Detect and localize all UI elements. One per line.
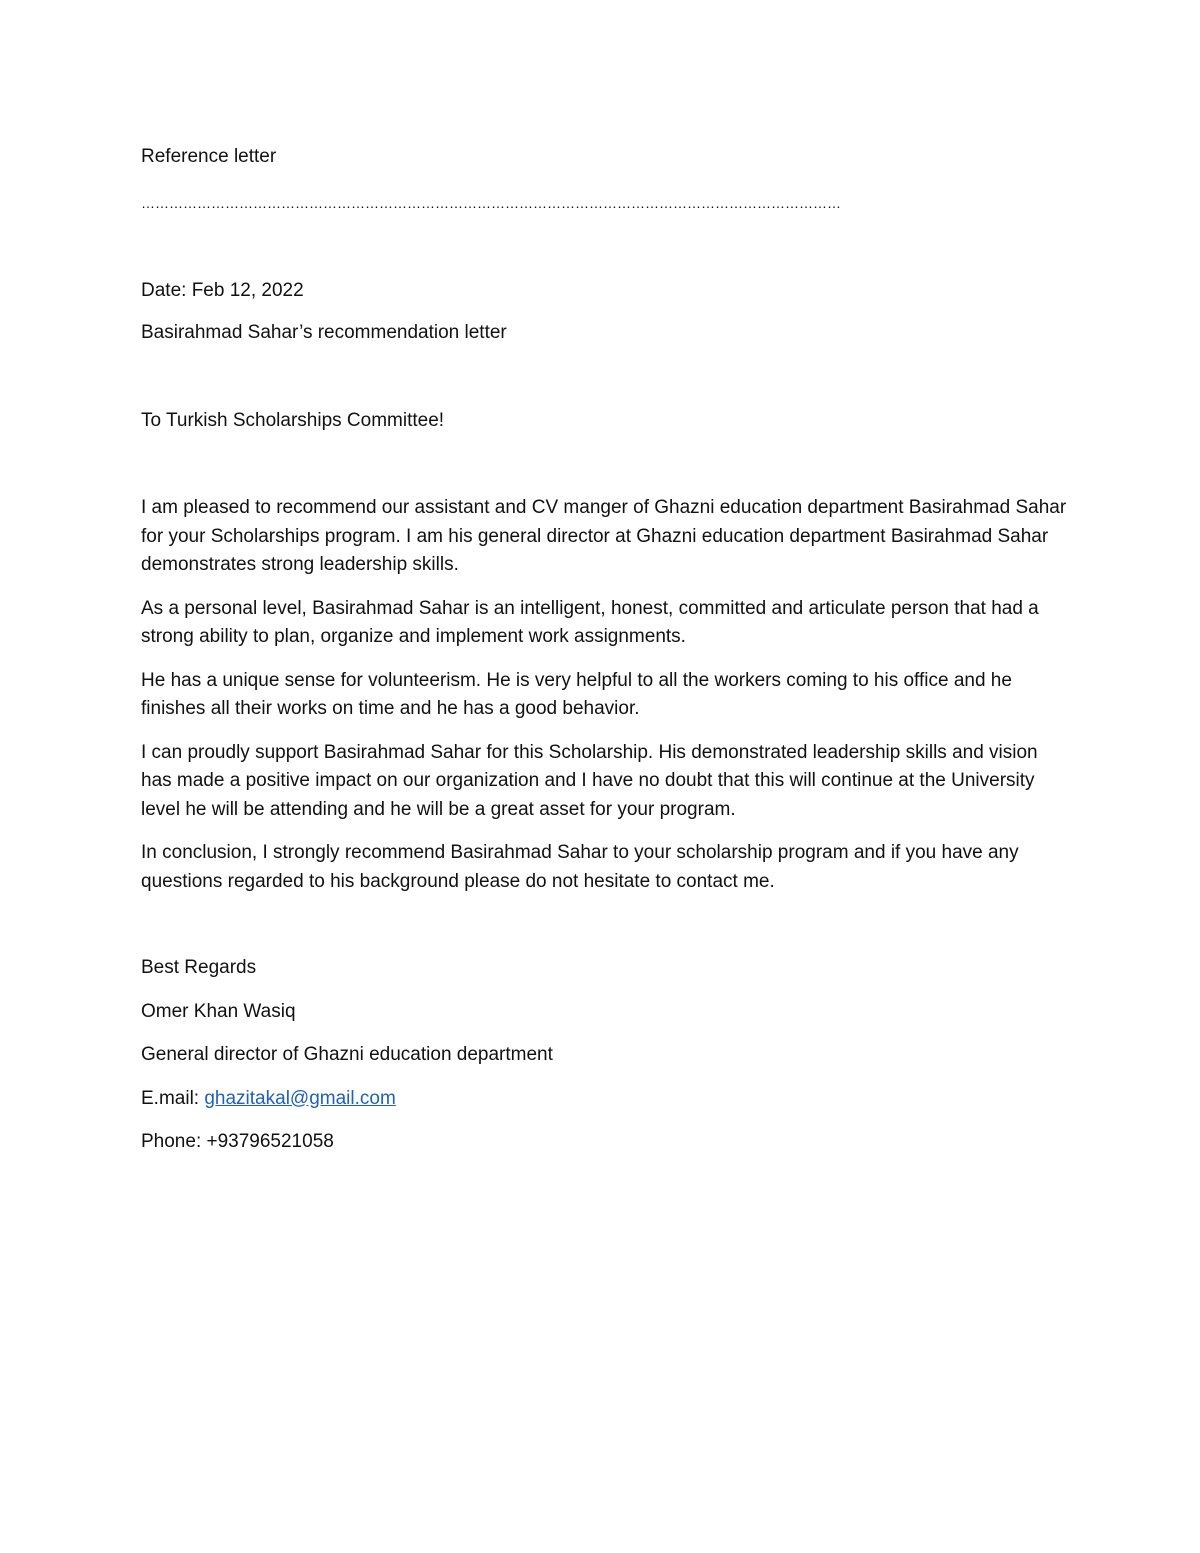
paragraph-1: I am pleased to recommend our assistant and CV manger of Ghazni education department Basirahmad Sahar for your Scholarships program. I am his general director at Ghazni education department Basirahmad Sahar demonstrates strong leadership skills. bbox=[141, 497, 1067, 575]
signer-title: General director of Ghazni education department bbox=[141, 1044, 553, 1065]
letter-salutation: To Turkish Scholarships Committee! bbox=[141, 409, 445, 431]
signer-name: Omer Khan Wasiq bbox=[141, 1000, 296, 1022]
letter-heading: Reference letter bbox=[141, 146, 277, 167]
dotted-separator: …………………………………………………………………………………………………………………………………… bbox=[141, 194, 841, 211]
email-line bbox=[141, 1085, 1071, 1114]
phone-line: Phone: +93796521058 bbox=[141, 1131, 334, 1152]
paragraph-4: I can proudly support Basirahmad Sahar for this Scholarship. His demonstrated leadership skills and vision has made a positive impact on our organization and I have no doubt that this will continue at the University level he will be attending and he will be a great asset for your program. bbox=[141, 741, 1038, 820]
email-link[interactable]: ghazitakal@gmail.com bbox=[204, 1087, 396, 1109]
letter-body bbox=[141, 143, 1071, 1157]
closing: Best Regards bbox=[141, 957, 257, 978]
paragraph-3: He has a unique sense for volunteerism. He is very helpful to all the workers coming to his office and he finishes all their works on time and he has a good behavior. bbox=[141, 669, 1012, 719]
letter-date: Date: Feb 12, 2022 bbox=[141, 279, 304, 301]
paragraph-5: In conclusion, I strongly recommend Basirahmad Sahar to your scholarship program and if you have any questions regarded to his background please do not hesitate to contact me. bbox=[141, 842, 1019, 892]
paragraph-2: As a personal level, Basirahmad Sahar is an intelligent, honest, committed and articulate person that had a strong ability to plan, organize and implement work assignments. bbox=[141, 597, 1039, 647]
email-label: E.mail: bbox=[141, 1087, 200, 1109]
letter-subject: Basirahmad Sahar’s recommendation letter bbox=[141, 322, 507, 343]
